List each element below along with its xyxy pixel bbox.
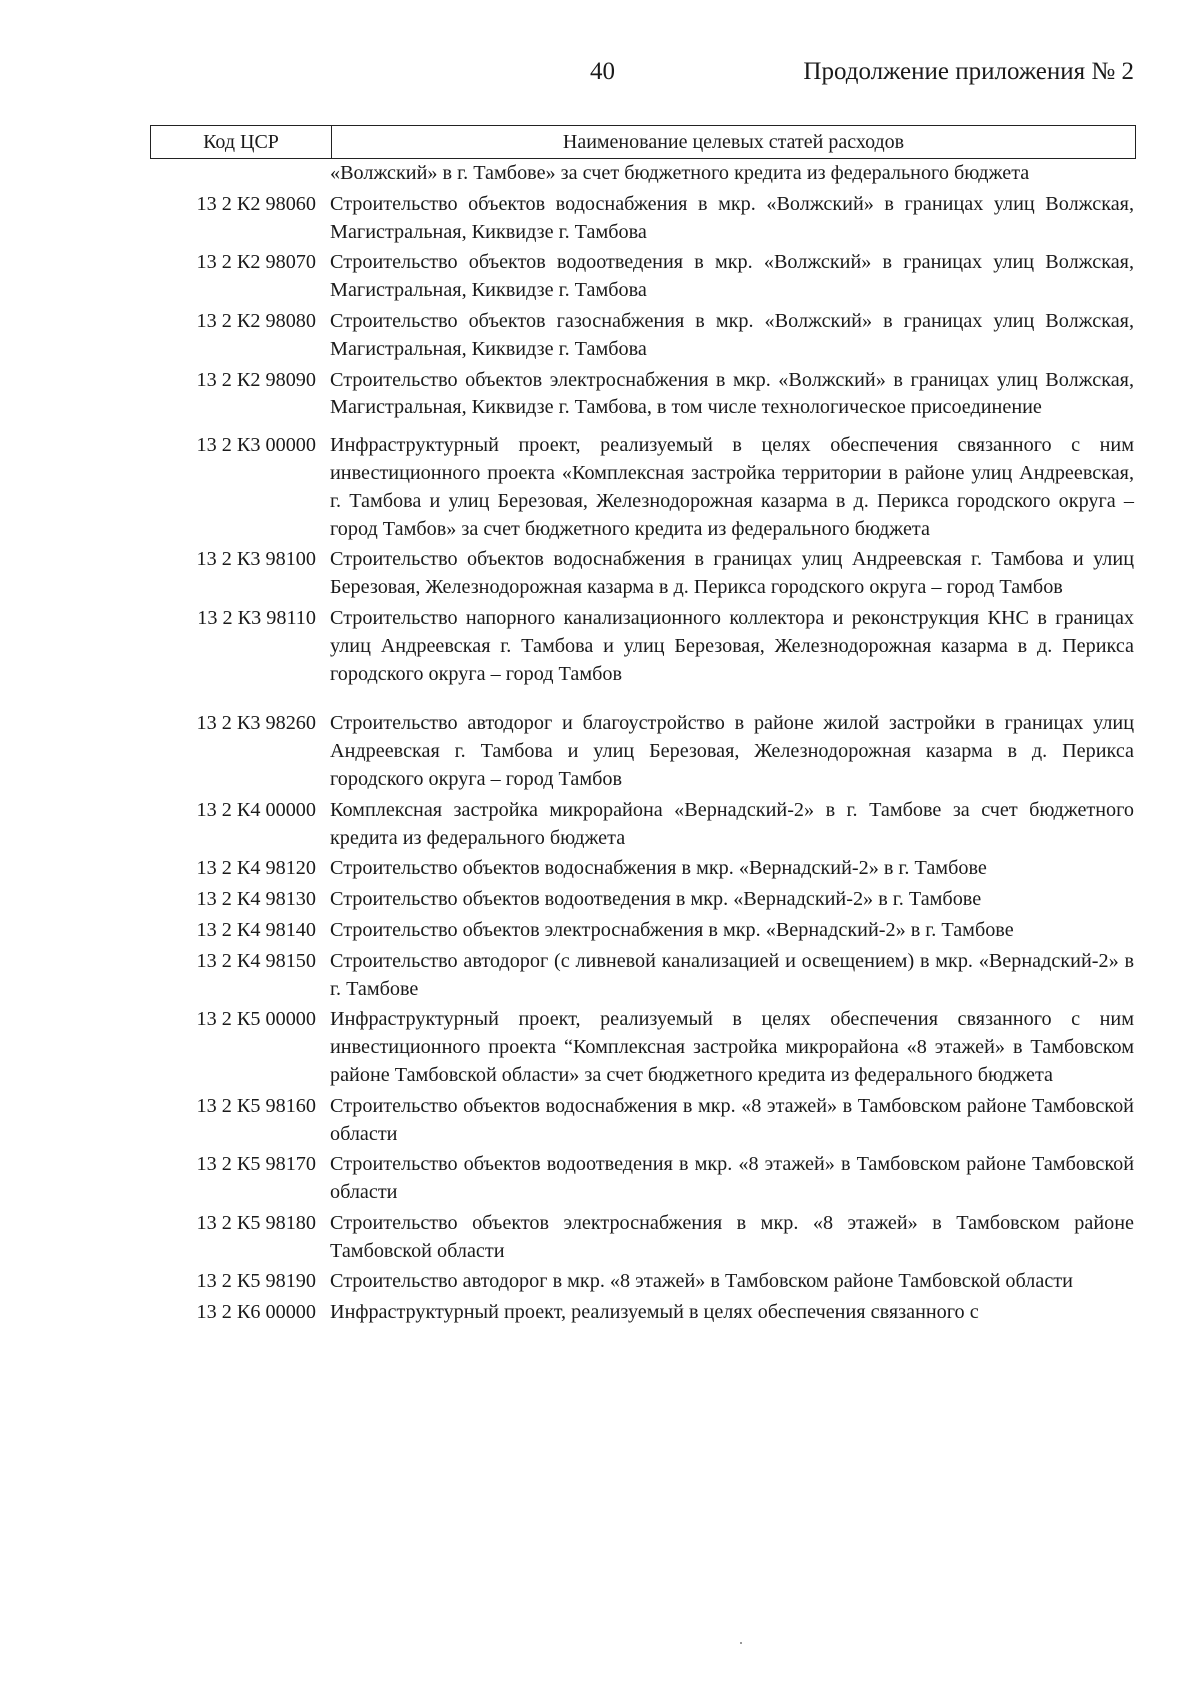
row-description: Комплексная застройка микрорайона «Вернадский-2» в г. Тамбове за счет бюджетного кредита из федерального бюджета — [330, 798, 1134, 849]
table-row — [150, 886, 1136, 914]
row-description: Инфраструктурный проект, реализуемый в целях обеспечения связанного с — [330, 1301, 979, 1324]
table-row — [150, 710, 1136, 793]
table-row — [150, 948, 1136, 1004]
row-description: Строительство автодорог в мкр. «8 этажей» в Тамбовском районе Тамбовской области — [330, 1270, 1073, 1293]
row-code: 13 2 К5 98160 — [196, 1094, 316, 1117]
row-description: «Волжский» в г. Тамбове» за счет бюджетного кредита из федерального бюджета — [330, 162, 1030, 184]
row-code: 13 2 К4 98120 — [196, 857, 316, 880]
row-code: 13 2 К3 98260 — [196, 712, 316, 735]
table-header — [150, 125, 1136, 159]
row-code: 13 2 К2 98090 — [196, 368, 316, 391]
column-header-code: Код ЦСР — [151, 126, 332, 158]
row-description: Строительство объектов водоотведения в мкр. «8 этажей» в Тамбовском районе Тамбовской области — [330, 1153, 1134, 1204]
row-code: 13 2 К5 98190 — [196, 1270, 316, 1293]
row-description: Строительство объектов водоснабжения в мкр. «Волжский» в границах улиц Волжская, Магистральная, Киквидзе г. Тамбова — [330, 192, 1134, 243]
table-row — [150, 191, 1136, 247]
row-code: 13 2 К3 98100 — [196, 548, 316, 571]
table-row — [150, 432, 1136, 543]
table-row — [150, 605, 1136, 688]
row-code: 13 2 К5 00000 — [196, 1008, 316, 1031]
row-description: Строительство объектов газоснабжения в мкр. «Волжский» в границах улиц Волжская, Магистральная, Киквидзе г. Тамбова — [330, 309, 1134, 360]
table-row — [150, 1093, 1136, 1149]
row-code: 13 2 К2 98080 — [196, 309, 316, 332]
row-code: 13 2 К2 98060 — [196, 192, 316, 215]
table-row — [150, 367, 1136, 423]
row-description: Строительство объектов водоотведения в мкр. «Волжский» в границах улиц Волжская, Магистральная, Киквидзе г. Тамбова — [330, 251, 1134, 302]
table-row — [150, 308, 1136, 364]
row-code: 13 2 К4 00000 — [196, 798, 316, 821]
row-description: Строительство объектов электроснабжения в мкр. «8 этажей» в Тамбовском районе Тамбовской области — [330, 1211, 1134, 1262]
row-code: 13 2 К5 98170 — [196, 1153, 316, 1176]
scan-speck — [740, 1642, 742, 1644]
row-code: 13 2 К3 98110 — [197, 606, 316, 629]
table-row — [150, 546, 1136, 602]
table-row — [150, 249, 1136, 305]
page-header — [0, 58, 1200, 98]
table-row — [150, 1210, 1136, 1266]
table-row — [150, 855, 1136, 883]
row-code: 13 2 К4 98140 — [196, 918, 316, 941]
row-code: 13 2 К4 98130 — [196, 888, 316, 911]
row-code: 13 2 К5 98180 — [196, 1211, 316, 1234]
row-description: Строительство объектов водоотведения в мкр. «Вернадский-2» в г. Тамбове — [330, 888, 982, 911]
table-row — [150, 917, 1136, 945]
row-code — [150, 160, 330, 188]
row-description: Строительство объектов водоснабжения в границах улиц Андреевская г. Тамбова и улиц Березовая, Железнодорожная казарма в д. Перикса городского округа – город Тамбов — [330, 548, 1134, 599]
row-description: Инфраструктурный проект, реализуемый в целях обеспечения связанного с ним инвестиционного проекта “Комплексная застройка микрорайона «8 этажей» в Тамбовском районе Тамбовской области» за счет бюджетного кредита из федерального бюджета — [330, 1008, 1134, 1086]
row-description: Строительство автодорог и благоустройство в районе жилой застройки в границах улиц Андреевская г. Тамбова и улиц Березовая, Железнодорожная казарма в д. Перикса городского округа – город Тамбов — [330, 712, 1134, 790]
table-row — [150, 1299, 1136, 1327]
row-description: Строительство автодорог (с ливневой канализацией и освещением) в мкр. «Вернадский-2» в г. Тамбове — [330, 949, 1134, 1000]
row-description: Строительство объектов водоснабжения в мкр. «Вернадский-2» в г. Тамбове — [330, 857, 987, 880]
table-row — [150, 1151, 1136, 1207]
row-description: Строительство напорного канализационного коллектора и реконструкция КНС в границах улиц Андреевская г. Тамбова и улиц Березовая, Железнодорожная казарма в д. Перикса городского округа – город Тамбов — [330, 606, 1134, 685]
table-row — [150, 797, 1136, 853]
table-row — [150, 160, 1136, 188]
row-description: Строительство объектов электроснабжения в мкр. «Вернадский-2» в г. Тамбове — [330, 918, 1014, 941]
row-description: Строительство объектов электроснабжения в мкр. «Волжский» в границах улиц Волжская, Магистральная, Киквидзе г. Тамбова, в том числе технологическое присоединение — [330, 368, 1134, 419]
table-row — [150, 1006, 1136, 1089]
row-description: Инфраструктурный проект, реализуемый в целях обеспечения связанного с ним инвестиционного проекта «Комплексная застройка территории в районе улиц Андреевская, г. Тамбова и улиц Березовая, Железнодорожная казарма в д. Перикса городского округа – город Тамбов» за счет бюджетного кредита из федерального бюджета — [330, 434, 1134, 540]
row-code: 13 2 К4 98150 — [196, 949, 316, 972]
row-description: Строительство объектов водоснабжения в мкр. «8 этажей» в Тамбовском районе Тамбовской области — [330, 1094, 1134, 1145]
row-code: 13 2 К6 00000 — [196, 1301, 316, 1324]
row-code: 13 2 К2 98070 — [196, 251, 316, 274]
table-row — [150, 1268, 1136, 1296]
column-header-name: Наименование целевых статей расходов — [562, 130, 905, 153]
page-number: 40 — [590, 58, 615, 85]
row-code: 13 2 К3 00000 — [196, 434, 316, 457]
appendix-title: Продолжение приложения № 2 — [803, 58, 1134, 85]
table-body — [150, 160, 1136, 1330]
